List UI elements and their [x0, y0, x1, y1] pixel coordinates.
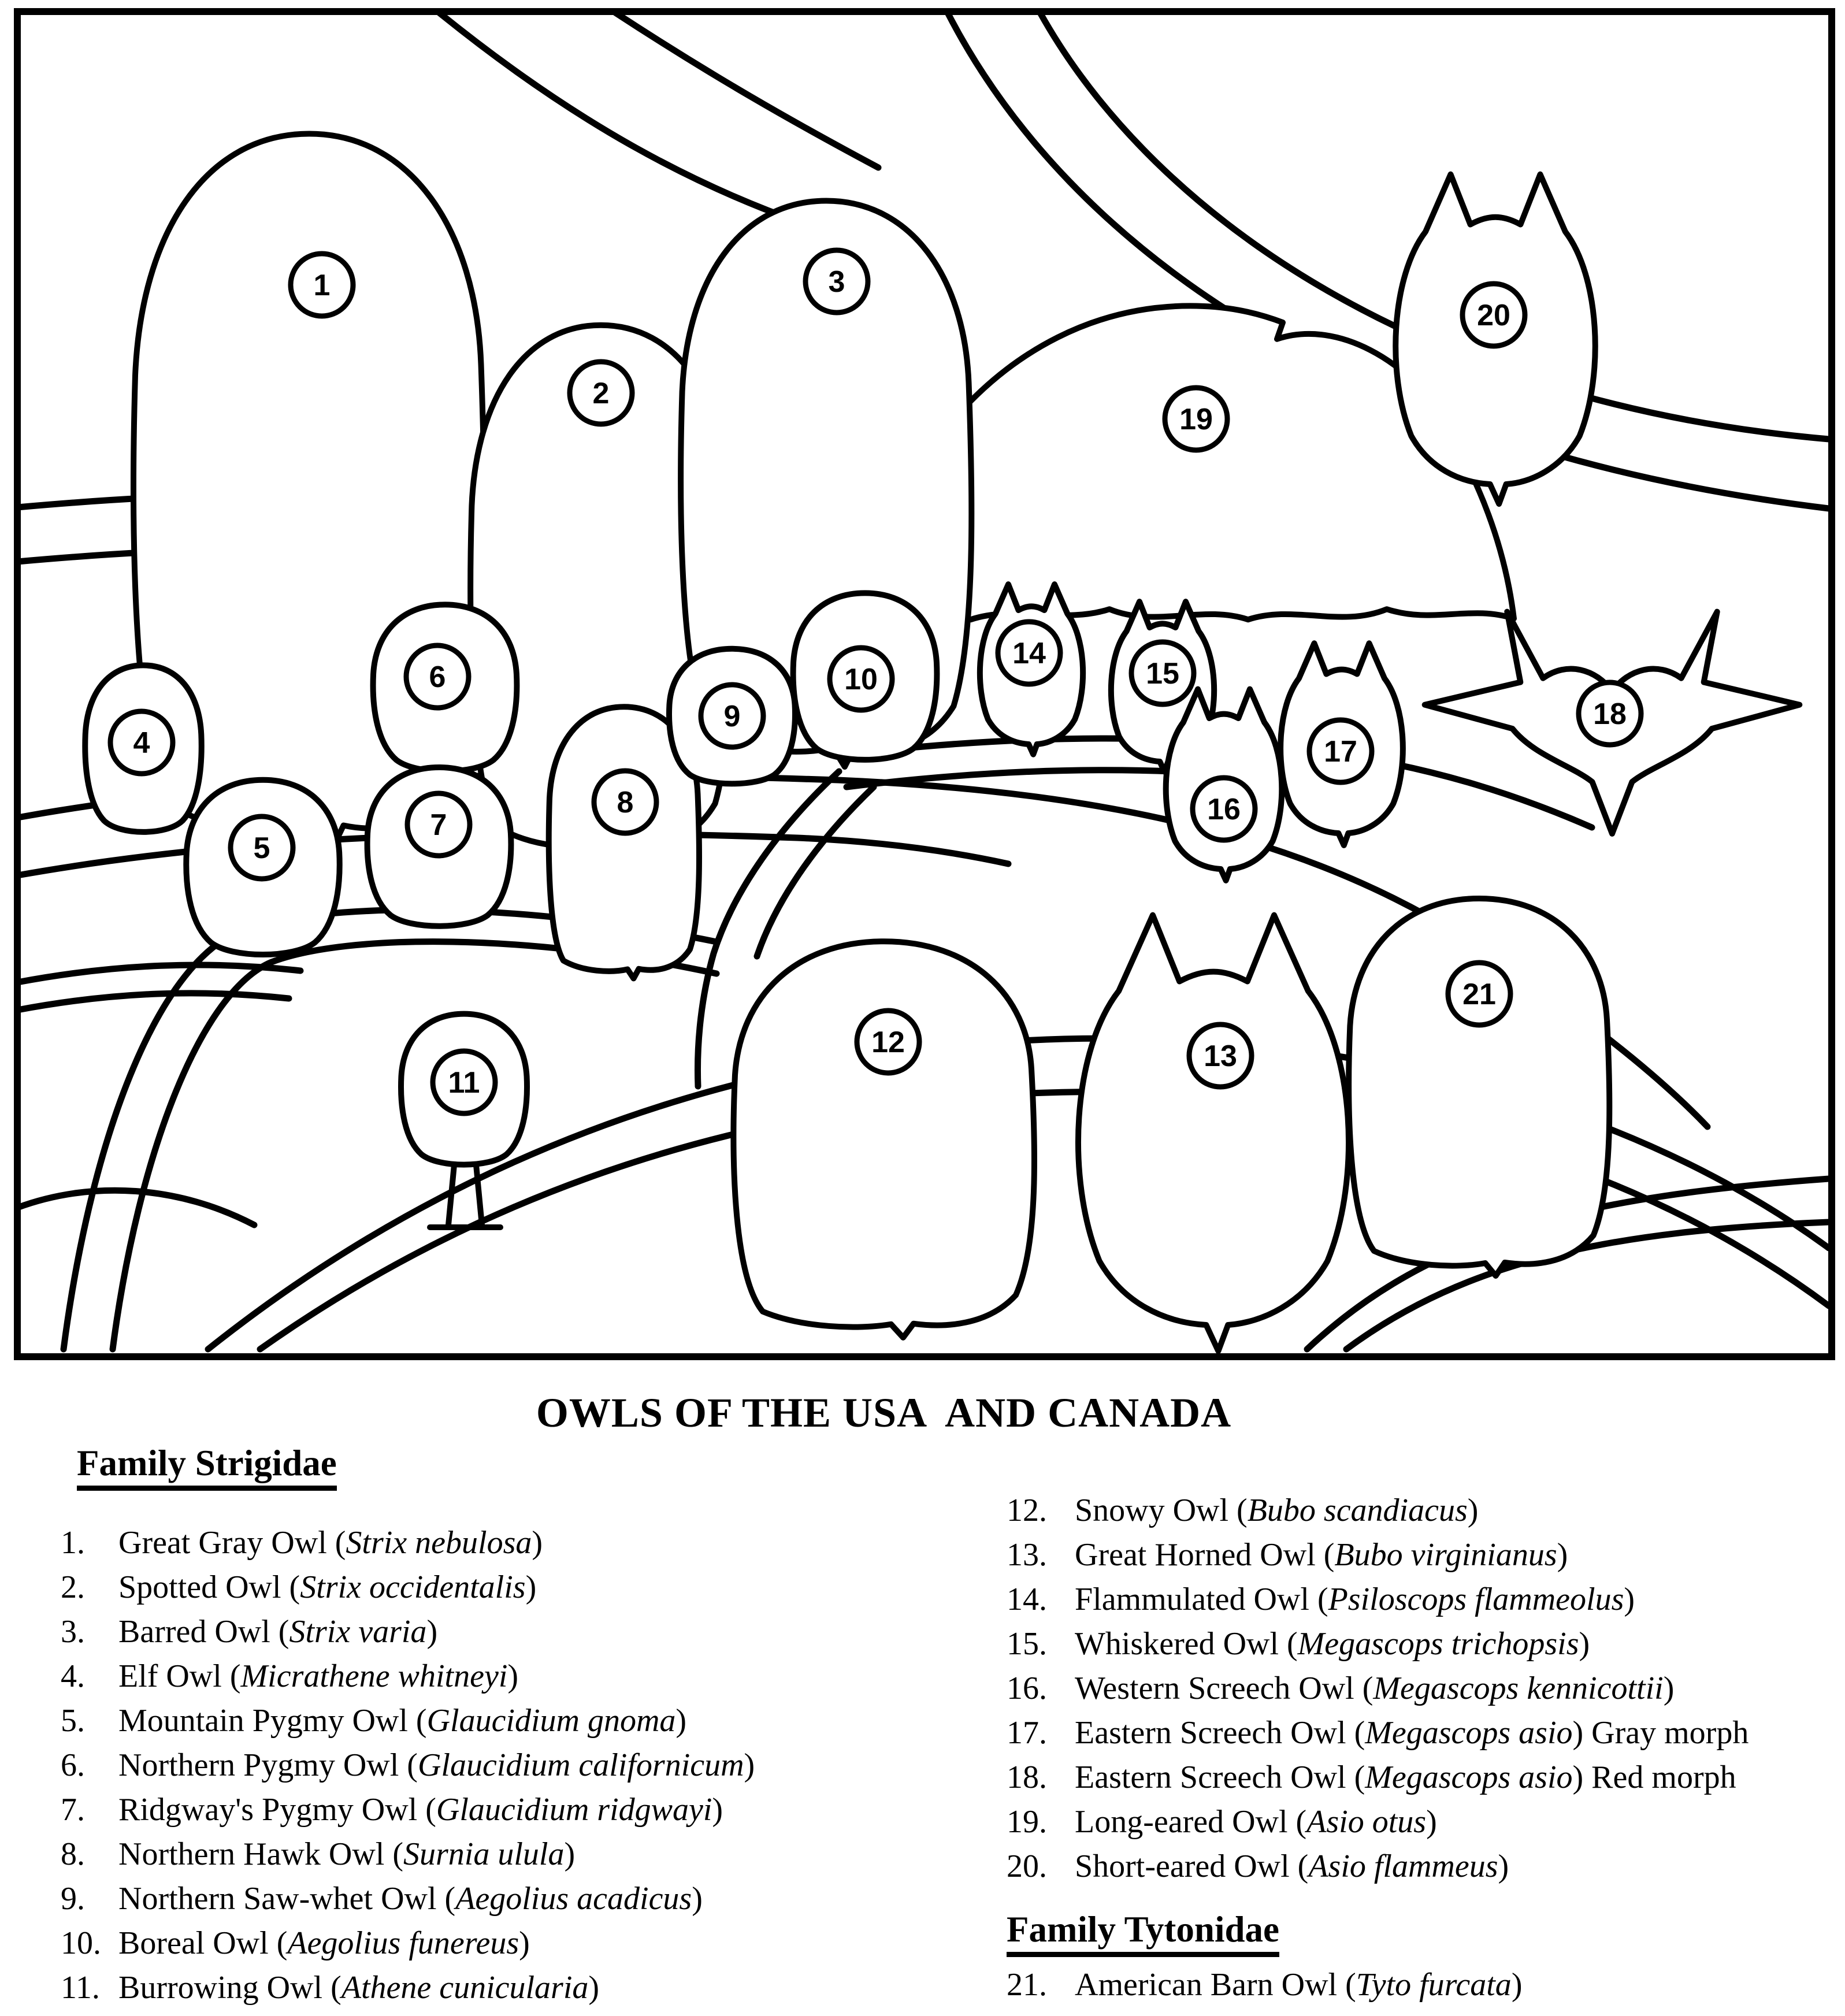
legend-item-number: 13. [1007, 1537, 1047, 1573]
legend-item-number: 10. [61, 1925, 101, 1962]
legend-column-right [1007, 1488, 1833, 2007]
legend-item-close-paren: ) [426, 1614, 438, 1650]
legend-item [61, 1832, 974, 1877]
legend-item-scientific-name: Aegolius funereus [287, 1925, 519, 1962]
marker-number: 16 [1207, 793, 1241, 826]
strigidae-list-continued [1007, 1488, 1833, 1889]
legend-item-number: 20. [1007, 1848, 1047, 1884]
legend-item-common-name: Boreal Owl ( [118, 1925, 288, 1962]
owl-marker-3 [805, 250, 868, 313]
legend-item-close-paren: ) [519, 1925, 530, 1962]
legend-item-scientific-name: Strix occidentalis [300, 1569, 526, 1606]
legend-item-scientific-name: Surnia ulula [403, 1836, 565, 1873]
owl-marker-13 [1189, 1024, 1252, 1087]
owl-marker-1 [291, 254, 353, 316]
legend-item-number: 6. [61, 1747, 85, 1784]
legend-item-scientific-name: Glaucidium gnoma [426, 1703, 676, 1739]
marker-number: 7 [430, 808, 447, 842]
owl-marker-2 [570, 362, 632, 424]
legend-column-left [61, 1443, 974, 2010]
legend-item-number: 2. [61, 1569, 85, 1606]
legend-item [61, 1743, 974, 1788]
owl-marker-17 [1309, 720, 1372, 782]
marker-number: 20 [1477, 299, 1510, 332]
legend-item-number: 3. [61, 1614, 85, 1650]
marker-number: 5 [253, 831, 270, 865]
legend-item-number: 14. [1007, 1581, 1047, 1617]
legend-item-common-name: Western Screech Owl ( [1075, 1670, 1373, 1706]
legend-item-close-paren: ) [532, 1525, 543, 1561]
owl-marker-19 [1165, 388, 1227, 450]
legend-item [1007, 1577, 1833, 1622]
legend-item [1007, 1711, 1833, 1755]
legend-item-scientific-name: Bubo scandiacus [1247, 1492, 1468, 1528]
legend-item-close-paren: ) Red morph [1572, 1759, 1736, 1795]
legend-item-number: 1. [61, 1525, 85, 1561]
legend-item [1007, 1963, 1833, 2007]
legend-item [61, 1610, 974, 1654]
legend-item-common-name: Northern Saw-whet Owl ( [118, 1881, 456, 1917]
marker-number: 17 [1324, 735, 1357, 768]
legend-item-scientific-name: Tyto furcata [1356, 1967, 1512, 2003]
legend-item-common-name: Mountain Pygmy Owl ( [118, 1703, 427, 1739]
legend-item-close-paren: ) [1467, 1492, 1479, 1528]
legend-item-number: 11. [61, 1970, 100, 2006]
marker-number: 14 [1012, 637, 1046, 670]
legend-item-number: 8. [61, 1836, 85, 1873]
owl-marker-5 [231, 816, 293, 879]
legend-item-close-paren: ) [1498, 1848, 1509, 1884]
legend-item [61, 1565, 974, 1610]
legend-item-common-name: Barred Owl ( [118, 1614, 289, 1650]
marker-number: 21 [1462, 978, 1496, 1011]
legend-item-scientific-name: Glaucidium ridgwayi [436, 1792, 712, 1828]
legend-item-close-paren: ) [507, 1658, 519, 1695]
owl-marker-4 [110, 711, 173, 774]
owl-marker-15 [1131, 642, 1194, 704]
family-tytonidae-heading: Family Tytonidae [1007, 1910, 1279, 1957]
legend-item-number: 5. [61, 1703, 85, 1739]
legend-item-common-name: Flammulated Owl ( [1075, 1581, 1328, 1617]
legend-item-close-paren: ) [1624, 1581, 1635, 1617]
legend-item-common-name: Elf Owl ( [118, 1658, 241, 1695]
owl-21-american-barn-owl [1349, 899, 1609, 1276]
tytonidae-list [1007, 1963, 1833, 2007]
legend-item-common-name: Great Horned Owl ( [1075, 1537, 1335, 1573]
page-title: OWLS OF THE USA AND CANADA [536, 1390, 1232, 1436]
legend-item-scientific-name: Asio flammeus [1308, 1848, 1498, 1884]
owl-marker-11 [433, 1051, 495, 1113]
legend-item-close-paren: ) [1511, 1967, 1523, 2003]
marker-number: 11 [448, 1066, 480, 1100]
legend-item-close-paren: ) [675, 1703, 687, 1739]
legend-item-common-name: Eastern Screech Owl ( [1075, 1759, 1365, 1795]
marker-number: 4 [133, 726, 150, 760]
marker-number: 10 [844, 663, 878, 696]
owl-marker-9 [701, 685, 763, 747]
legend-item-common-name: Snowy Owl ( [1075, 1492, 1248, 1528]
legend-item-scientific-name: Bubo virginianus [1334, 1537, 1557, 1573]
legend-item-close-paren: ) [744, 1747, 755, 1784]
marker-number: 3 [828, 265, 845, 299]
marker-number: 2 [592, 377, 610, 410]
legend-item-close-paren: ) [564, 1836, 576, 1873]
owl-marker-10 [830, 648, 892, 710]
legend-item-close-paren: ) [692, 1881, 703, 1917]
legend-item-number: 18. [1007, 1759, 1047, 1795]
owl-marker-14 [998, 622, 1060, 684]
legend-item [61, 1654, 974, 1699]
legend-item-number: 12. [1007, 1492, 1047, 1528]
legend-item-scientific-name: Glaucidium californicum [417, 1747, 744, 1784]
legend-item-number: 16. [1007, 1670, 1047, 1706]
legend-item-close-paren: ) [1426, 1804, 1437, 1840]
legend-item [61, 1699, 974, 1743]
owl-marker-21 [1448, 963, 1510, 1025]
legend-item-common-name: Whiskered Owl ( [1075, 1626, 1298, 1662]
legend-item [61, 1921, 974, 1966]
legend-item-close-paren: ) Gray morph [1572, 1715, 1749, 1751]
marker-number: 18 [1593, 697, 1627, 731]
legend-item-number: 9. [61, 1881, 85, 1917]
owl-marker-7 [407, 793, 470, 856]
marker-number: 15 [1146, 657, 1179, 690]
legend-item-common-name: American Barn Owl ( [1075, 1967, 1356, 2003]
legend-item-scientific-name: Megascops trichopsis [1297, 1626, 1579, 1662]
legend-item-common-name: Spotted Owl ( [118, 1569, 300, 1606]
legend-item-scientific-name: Megascops asio [1365, 1759, 1573, 1795]
legend-item-close-paren: ) [1557, 1537, 1568, 1573]
legend-item-common-name: Long-eared Owl ( [1075, 1804, 1307, 1840]
legend-item [61, 1877, 974, 1921]
legend-item-scientific-name: Aegolius acadicus [455, 1881, 692, 1917]
legend-item-number: 7. [61, 1792, 85, 1828]
legend-item-scientific-name: Athene cunicularia [341, 1970, 589, 2006]
marker-number: 6 [429, 660, 446, 694]
legend-item-number: 4. [61, 1658, 85, 1695]
owl-marker-6 [406, 645, 469, 708]
legend-item-common-name: Great Gray Owl ( [118, 1525, 346, 1561]
marker-number: 9 [723, 700, 741, 733]
legend-item-scientific-name: Psiloscops flammeolus [1328, 1581, 1624, 1617]
legend-item [1007, 1533, 1833, 1577]
legend-item-number: 19. [1007, 1804, 1047, 1840]
owl-marker-20 [1462, 284, 1525, 346]
marker-number: 19 [1179, 403, 1213, 436]
legend-item-number: 21. [1007, 1967, 1047, 2003]
owl-marker-18 [1579, 682, 1641, 745]
marker-number: 13 [1204, 1039, 1237, 1073]
legend-item-scientific-name: Megascops asio [1365, 1715, 1573, 1751]
legend-item-close-paren: ) [525, 1569, 537, 1606]
legend-item-close-paren: ) [1579, 1626, 1590, 1662]
legend-item [1007, 1666, 1833, 1711]
legend-item [1007, 1755, 1833, 1800]
legend-item [61, 1788, 974, 1832]
legend-item [1007, 1622, 1833, 1666]
legend-item-common-name: Northern Hawk Owl ( [118, 1836, 403, 1873]
legend-item-scientific-name: Asio otus [1306, 1804, 1427, 1840]
legend-item-scientific-name: Strix nebulosa [346, 1525, 532, 1561]
owl-marker-12 [857, 1011, 919, 1073]
legend-item-scientific-name: Megascops kennicottii [1373, 1670, 1664, 1706]
owl-marker-8 [594, 771, 656, 833]
legend-item-close-paren: ) [588, 1970, 600, 2006]
strigidae-list [61, 1521, 974, 2010]
legend-item-number: 17. [1007, 1715, 1047, 1751]
legend-item-close-paren: ) [712, 1792, 723, 1828]
legend-item-common-name: Eastern Screech Owl ( [1075, 1715, 1365, 1751]
legend-item-common-name: Burrowing Owl ( [118, 1970, 341, 2006]
legend-item [1007, 1488, 1833, 1533]
legend-item-number: 15. [1007, 1626, 1047, 1662]
owl-12-snowy-owl [733, 941, 1034, 1338]
legend-item [1007, 1800, 1833, 1844]
legend-item-close-paren: ) [1663, 1670, 1675, 1706]
legend-item-common-name: Short-eared Owl ( [1075, 1848, 1309, 1884]
family-strigidae-heading: Family Strigidae [77, 1443, 337, 1491]
marker-number: 1 [313, 269, 331, 302]
marker-number: 12 [871, 1026, 905, 1059]
legend-item-scientific-name: Micrathene whitneyi [240, 1658, 508, 1695]
legend-item [61, 1521, 974, 1565]
legend-item [61, 1966, 974, 2010]
legend-item [1007, 1844, 1833, 1889]
legend-item-common-name: Ridgway's Pygmy Owl ( [118, 1792, 436, 1828]
marker-number: 8 [617, 786, 634, 819]
legend-item-scientific-name: Strix varia [289, 1614, 427, 1650]
legend-item-common-name: Northern Pygmy Owl ( [118, 1747, 418, 1784]
owl-marker-16 [1193, 778, 1255, 840]
